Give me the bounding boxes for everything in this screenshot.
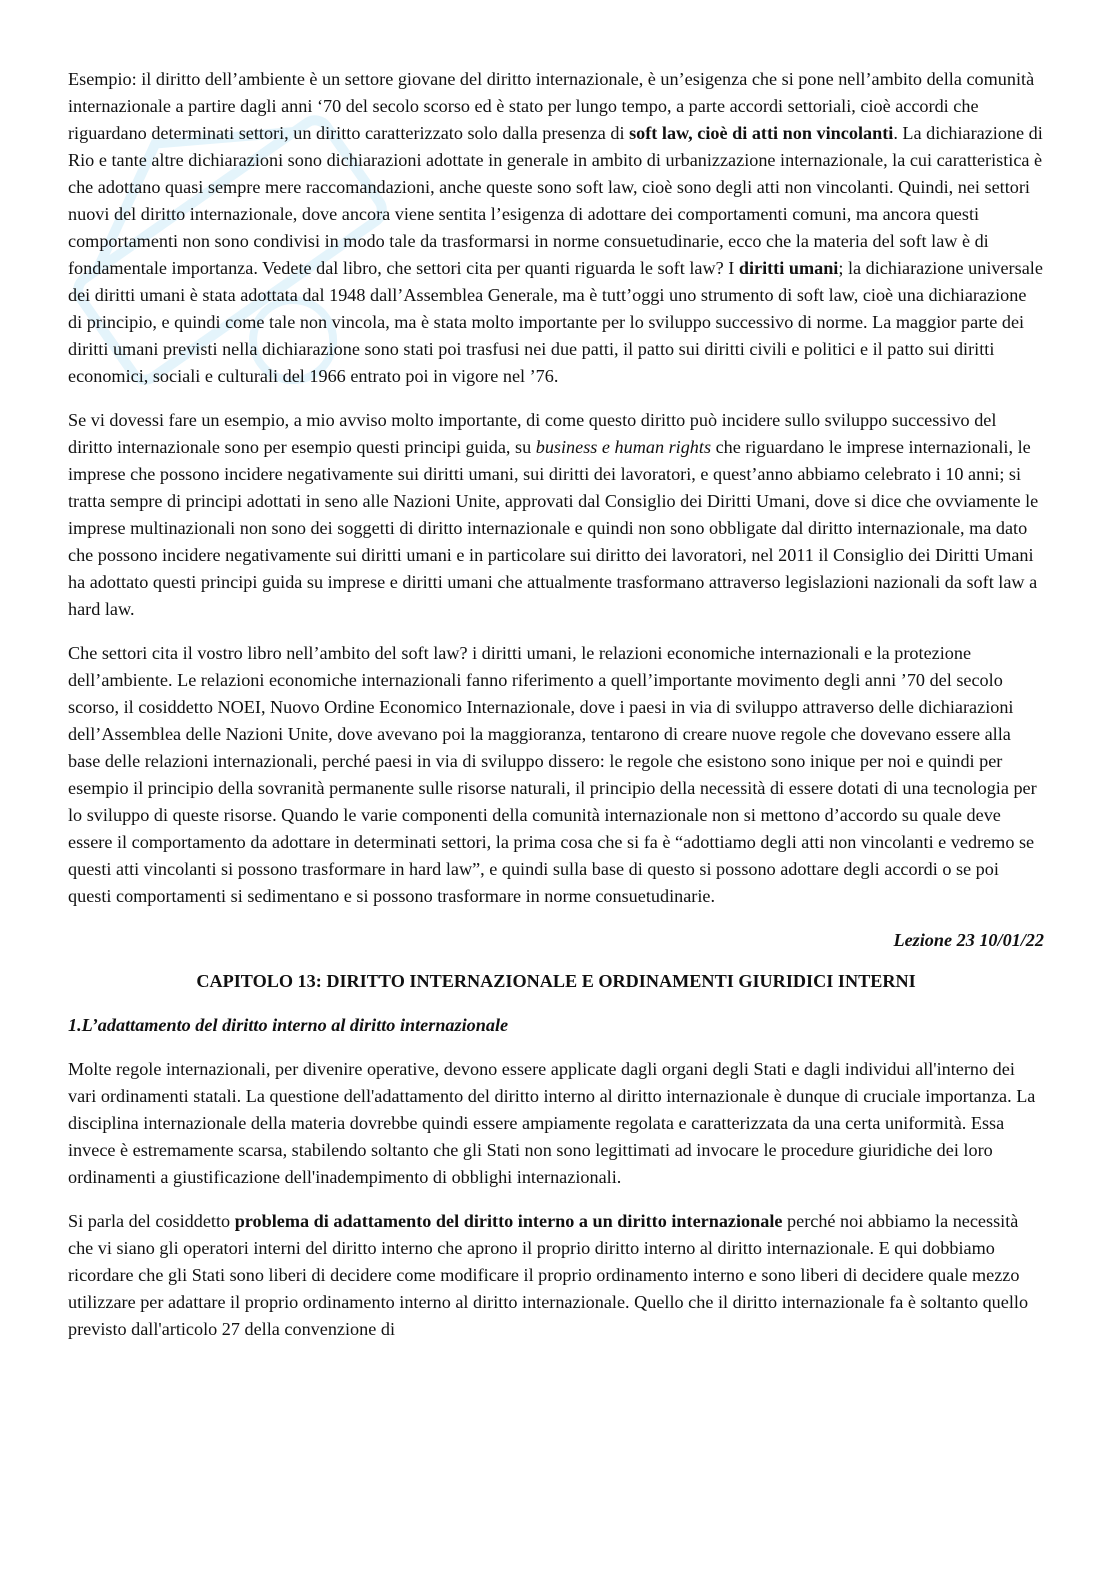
bold-text: diritti umani (738, 258, 839, 278)
chapter-title: CAPITOLO 13: DIRITTO INTERNAZIONALE E ORDINAMENTI GIURIDICI INTERNI (196, 971, 916, 991)
bold-text: soft law, cioè di atti non vincolanti (629, 123, 894, 143)
text-run: perché noi abbiamo la necessità che vi siano gli operatori interni del diritto interno che aprono il proprio diritto interno al diritto internazionale. E qui dobbiamo ricordare che gli Stati sono liberi di decidere come modificare il proprio ordinamento interno e sono liberi di decidere quale mezzo utilizzare per adattare il proprio ordinamento interno al diritto internazionale. Quello che il diritto internazionale fa è soltanto quello previsto dall'articolo 27 della convenzione di (68, 1211, 1029, 1339)
paragraph-settori-soft-law (68, 640, 1044, 910)
paragraph-regole-internazionali (68, 1056, 1044, 1191)
text-run: che riguardano le imprese internazionali, le imprese che possono incidere negativamente sui diritti umani, sui diritti dei lavoratori, e quest’anno abbiamo celebrato i 10 anni; si tratta sempre di principi adottati in seno alle Nazioni Unite, approvati dal Consiglio dei Diritti Umani, dove si dice che ovviamente le imprese multinazionali non sono dei soggetti di diritto internazionale e quindi non sono obbligate dal diritto internazionale, ma dato che possono incidere negativamente sui diritti umani e in particolare sui diritto dei lavoratori, nel 2011 il Consiglio dei Diritti Umani ha adottato questi principi guida su imprese e diritti umani che attualmente trasformano attraverso legislazioni nazionali da soft law a hard law. (68, 437, 1039, 619)
text-run: Esempio: il diritto dell’ambiente è un settore giovane del diritto internazionale, è un’esigenza che si pone nell’ambito della comunità internazionale a partire dagli anni ‘70 del secolo scorso ed è stato per lungo tempo, a parte accordi settoriali, cioè accordi che riguardano determinati settori, un diritto caratterizzato solo dalla presenza di (68, 69, 1035, 143)
document-page (68, 66, 1044, 1360)
bold-text: problema di adattamento del diritto interno a un diritto internazionale (234, 1211, 783, 1231)
text-run: Molte regole internazionali, per divenire operative, devono essere applicate dagli organi degli Stati e dagli individui all'interno dei vari ordinamenti statali. La questione dell'adattamento del diritto interno al diritto internazionale è dunque di cruciale importanza. La disciplina internazionale della materia dovrebbe quindi essere ampiamente regolata e caratterizzata da una certa uniformità. Essa invece è estremamente scarsa, stabilendo soltanto che gli Stati non sono legittimati ad invocare le procedure giuridiche dei loro ordinamenti a giustificazione dell'inadempimento di obblighi internazionali. (68, 1059, 1036, 1187)
paragraph-soft-law-ambiente (68, 66, 1044, 390)
section-title: 1.L’adattamento del diritto interno al diritto internazionale (68, 1015, 509, 1035)
text-run: Si parla del cosiddetto (68, 1211, 235, 1231)
text-run: . La dichiarazione di Rio e tante altre dichiarazioni sono dichiarazioni adottate in generale in ambito di urbanizzazione internazionale, la cui caratteristica è che adottano quasi sempre mere raccomandazioni, anche queste sono soft law, cioè sono degli atti non vincolanti. Quindi, nei settori nuovi del diritto internazionale, dove ancora viene sentita l’esigenza di adottare dei comportamenti comuni, ma ancora questi comportamenti non sono condivisi in modo tale da trasformarsi in norme consuetudinarie, ecco che la materia del soft law è di fondamentale importanza. Vedete dal libro, che settori cita per quanti riguarda le soft law? I (68, 123, 1043, 278)
text-run: Che settori cita il vostro libro nell’ambito del soft law? i diritti umani, le relazioni economiche internazionali e la protezione dell’ambiente. Le relazioni economiche internazionali fanno riferimento a quell’importante movimento degli anni ’70 del secolo scorso, il cosiddetto NOEI, Nuovo Ordine Economico Internazionale, dove i paesi in via di sviluppo attraverso delle dichiarazioni dell’Assemblea delle Nazioni Unite, dove avevano poi la maggioranza, tentarono di creare nuove regole che dovevano essere alla base delle relazioni internazionali, perché paesi in via di sviluppo dissero: le regole che esistono sono inique per noi e quindi per esempio il principio della sovranità permanente sulle risorse naturali, il principio della necessità di essere dotati di una tecnologia per lo sviluppo di queste risorse. Quando le varie componenti della comunità internazionale non si mettono d’accordo su quale deve essere il comportamento da adottare in determinati settori, la prima cosa che si fa è “adottiamo degli atti non vincolanti e vedremo se questi atti vincolanti si possono trasformare in hard law”, e quindi sulla base di questo si possono adottare degli accordi o se poi questi comportamenti si sedimentano e si possono trasformare in norme consuetudinarie. (68, 643, 1037, 906)
paragraph-business-human-rights (68, 407, 1044, 623)
text-run: Se vi dovessi fare un esempio, a mio avviso molto importante, di come questo diritto può incidere sullo sviluppo successivo del diritto internazionale sono per esempio questi principi guida, su (68, 410, 997, 457)
italic-text: business e human rights (535, 437, 712, 457)
text-run: ; la dichiarazione universale dei diritti umani è stata adottata dal 1948 dall’Assemblea Generale, ma è tutt’oggi uno strumento di soft law, cioè una dichiarazione di principio, e quindi come tale non vincola, ma è stata molto importante per lo sviluppo successivo di norme. La maggior parte dei diritti umani previsti nella dichiarazione sono stati poi trasfusi nei due patti, il patto sui diritti civili e politici e il patto sui diritti economici, sociali e culturali del 1966 entrato poi in vigore nel ’76. (68, 258, 1043, 386)
lesson-reference: Lezione 23 10/01/22 (893, 930, 1044, 950)
paragraph-problema-adattamento (68, 1208, 1044, 1343)
